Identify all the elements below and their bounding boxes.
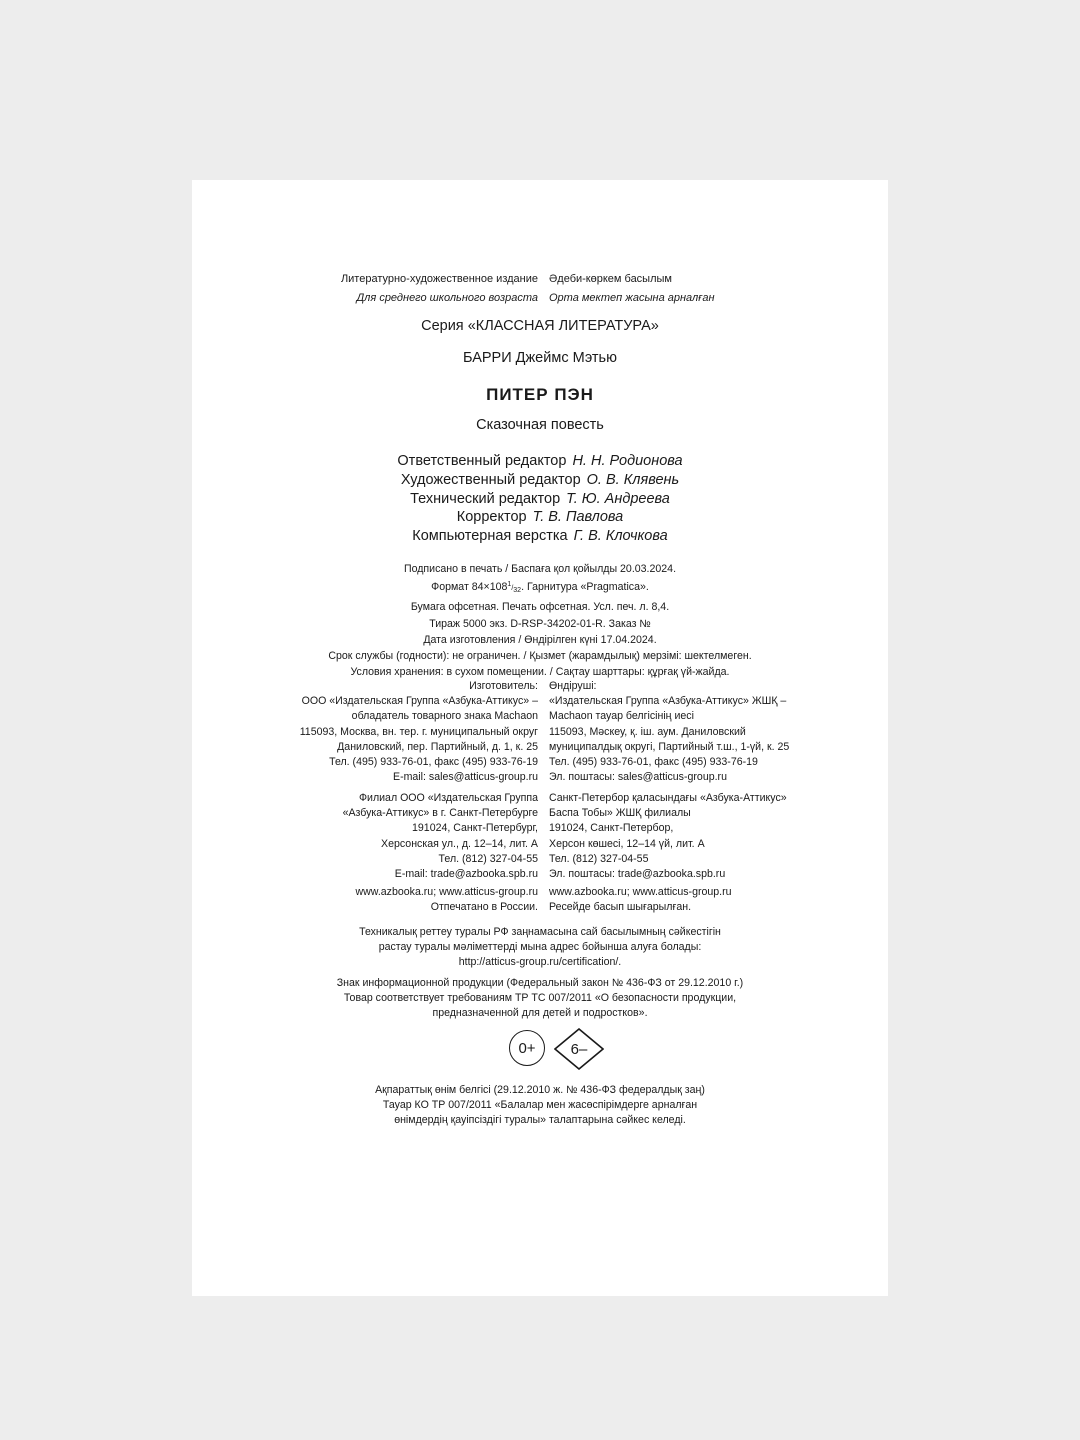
signed-line: Подписано в печать / Баспаға қол қойылды 20.03.2024.: [403, 563, 677, 575]
age-kz: Орта мектеп жасына арналған: [549, 292, 715, 304]
web-ru: www.azbooka.ru; www.atticus-group.ru Отпечатано в России.: [192, 885, 549, 915]
branch-ru: Филиал ООО «Издательская Группа «Азбука-Аттикус» в г. Санкт-Петербурге 191024, Санкт-Петербург, Херсонская ул., д. 12–14, лит. А Тел. (812) 327-04-55 E-mail: trade@azbooka.spb.ru: [342, 792, 538, 881]
storage-line: Условия хранения: в сухом помещении. / Сақтау шарттары: құрғақ үй-жайда.: [350, 666, 730, 679]
edition-type-row: [192, 272, 888, 287]
staff-line: Художественный редактор О. В. Клявень: [400, 471, 680, 488]
staff-line: Компьютерная верстка Г. В. Клочкова: [412, 528, 668, 545]
age-row: [192, 291, 888, 306]
age-rating-diamond-label: 6–: [570, 1040, 588, 1058]
shelf-life-line: Срок службы (годности): не ограничен. / Қызмет (жарамдылық) мерзімі: шектелмеген.: [328, 650, 752, 663]
web-block: [192, 885, 888, 915]
web-kz: www.azbooka.ru; www.atticus-group.ru Ресейде басып шығарылған.: [549, 885, 888, 915]
author: БАРРИ Джеймс Мэтью: [463, 350, 617, 366]
staff-line: Корректор Т. В. Павлова: [456, 509, 624, 526]
date-line: Дата изготовления / Өндірілген күні 17.04.2024.: [423, 633, 657, 646]
age-badges: [192, 1028, 888, 1072]
book-page: [192, 180, 888, 1296]
certification-url: http://atticus-group.ru/certification/.: [458, 956, 622, 969]
staff-line: Технический редактор Т. Ю. Андреева: [410, 490, 670, 507]
age-rating-circle-icon: 0+: [509, 1030, 545, 1066]
staff-line: Ответственный редактор Н. Н. Родионова: [397, 453, 683, 469]
paper-line: Бумага офсетная. Печать офсетная. Усл. печ. л. 8,4.: [410, 601, 670, 614]
format-line: Формат $84\times 108^1/32$. Гарнитура «Pragmatica».: [431, 581, 649, 595]
manufacturer-block: [192, 679, 888, 785]
age-ru: Для среднего школьного возраста: [356, 292, 538, 304]
tech-reg-block: Техникалық реттеу туралы РФ заңнамасына сай басылымның сәйкестігін растау туралы мәліметтерді мына адрес бойынша алуға болады: http://atticus-group.ru/certification/.: [192, 925, 888, 971]
branch-kz: Санкт-Петербор қаласындағы «Азбука-Аттикус» Баспа Тобы» ЖШҚ филиалы 191024, Санкт-Петербор, Херсон көшесі, 12–14 үй, лит. А Тел. (812) 327-04-55 Эл. поштасы: trade@azbooka.spb.ru: [549, 792, 787, 881]
staff-list: [192, 452, 888, 546]
imprint-content: [192, 180, 888, 1296]
series: Серия «КЛАССНАЯ ЛИТЕРАТУРА»: [421, 318, 659, 334]
branch-block: [192, 791, 888, 882]
book-title: ПИТЕР ПЭН: [486, 385, 594, 404]
website-links: www.azbooka.ru; www.atticus-group.ru: [549, 886, 732, 898]
manufacturer-kz: Өндіруші: «Издательская Группа «Азбука-Аттикус» ЖШҚ – Machaon тауар белгісінің иесі 115093, Мәскеу, қ. іш. аум. Даниловский муниципалдық округі, Партийный т.ш., 1-үй, к. 25 Тел. (495) 933-76-01, факс (495) 933-76-19 Эл. поштасы: sales@atticus-group.ru: [549, 680, 790, 784]
website-links: www.azbooka.ru; www.atticus-group.ru: [355, 886, 538, 898]
info-sign-kz: Ақпараттық өнім белгісі (29.12.2010 ж. № 436-ФЗ федералдық заң) Тауар КО ТР 007/2011 «Балалар мен жасөспірімдерге арналған өнімдердің қауіпсіздігі туралы» талаптарына сәйкес келеді.: [375, 1084, 705, 1127]
info-sign-ru: Знак информационной продукции (Федеральный закон № 436-ФЗ от 29.12.2010 г.) Товар соответствует требованиям ТР ТС 007/2011 «О безопасности продукции, предназначенной для детей и подростков».: [336, 977, 744, 1020]
run-line: Тираж 5000 экз. D-RSP-34202-01-R. Заказ №: [429, 617, 651, 630]
print-info: [192, 561, 888, 680]
edition-type-ru: Литературно-художественное издание: [340, 273, 538, 285]
manufacturer-ru: Изготовитель: ООО «Издательская Группа «Азбука-Аттикус» – обладатель товарного знака Machaon 115093, Москва, вн. тер. г. муниципальный округ Даниловский, пер. Партийный, д. 1, к. 25 Тел. (495) 933-76-01, факс (495) 933-76-19 E-mail: sales@atticus-group.ru: [299, 680, 538, 784]
edition-type-kz: Әдеби-көркем басылым: [549, 273, 672, 285]
genre: Сказочная повесть: [476, 417, 604, 433]
age-rating-diamond-icon: [554, 1028, 604, 1070]
